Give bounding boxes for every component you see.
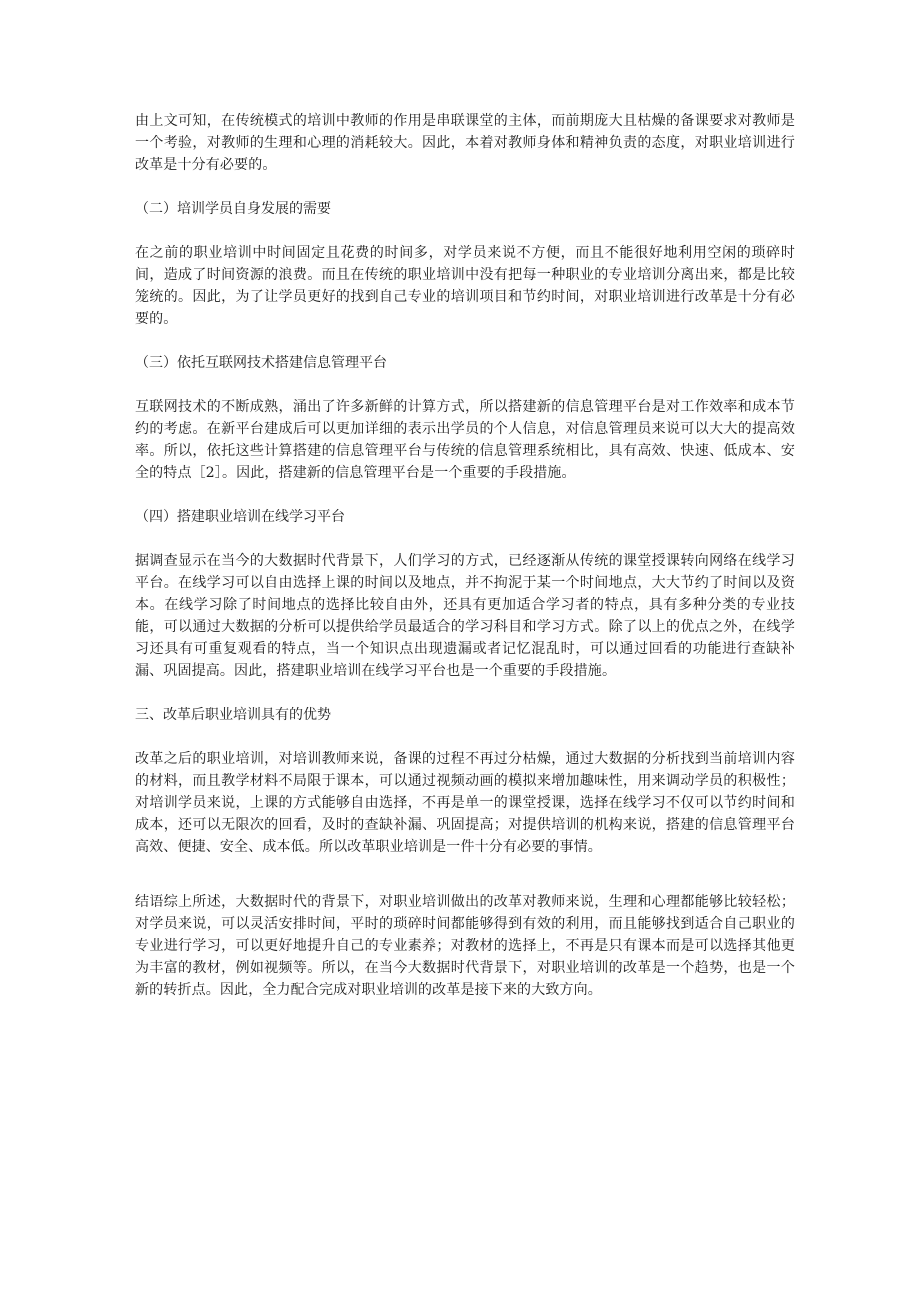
paragraph-info-platform: 互联网技术的不断成熟，涌出了许多新鲜的计算方式，所以搭建新的信息管理平台是对工作效率和成本节约的考虑。在新平台建成后可以更加详细的表示出学员的个人信息，对信息管理员来说可以大大的提高效率。所以，依托这些计算搭建的信息管理平台与传统的信息管理系统相比，具有高效、快速、低成本、安全的特点［2］。因此，搭建新的信息管理平台是一个重要的手段措施。: [135, 399, 795, 481]
spacer: [135, 528, 795, 550]
spacer: [135, 484, 795, 506]
section-heading-info-platform: （三）依托互联网技术搭建信息管理平台: [135, 355, 387, 371]
paragraph-advantages: 改革之后的职业培训，对培训教师来说，备课的过程不再过分枯燥，通过大数据的分析找到当前培训内容的材料，而且教学材料不局限于课本，可以通过视频动画的模拟来增加趣味性，用来调动学员的积极性；对培训学员来说，上课的方式能够自由选择，不再是单一的课堂授课，选择在线学习不仅可以节约时间和成本，还可以无限次的回看，及时的查缺补漏、巩固提高；对提供培训的机构来说，搭建的信息管理平台高效、便捷、安全、成本低。所以改革职业培训是一件十分有必要的事情。: [135, 751, 795, 855]
paragraph-online-learning: 据调查显示在当今的大数据时代背景下，人们学习的方式，已经逐渐从传统的课堂授课转向网络在线学习平台。在线学习可以自由选择上课的时间以及地点，并不拘泥于某一个时间地点，大大节约了时间以及资本。在线学习除了时间地点的选择比较自由外，还具有更加适合学习者的特点，具有多种分类的专业技能，可以通过大数据的分析可以提供给学员最适合的学习科目和学习方式。除了以上的优点之外，在线学习还具有可重复观看的特点，当一个知识点出现遗漏或者记忆混乱时，可以通过回看的功能进行查缺补漏、巩固提高。因此，搭建职业培训在线学习平台也是一个重要的手段措施。: [135, 553, 795, 679]
spacer: [135, 858, 795, 891]
paragraph-intro-conclusion: 由上文可知，在传统模式的培训中教师的作用是串联课堂的主体，而前期庞大且枯燥的备课要求对教师是一个考验，对教师的生理和心理的消耗较大。因此，本着对教师身体和精神负责的态度，对职业培训进行改革是十分有必要的。: [135, 113, 795, 173]
spacer: [135, 176, 795, 198]
spacer: [135, 374, 795, 396]
paragraph-conclusion: 结语综上所述，大数据时代的背景下，对职业培训做出的改革对教师来说，生理和心理都能够比较轻松；对学员来说，可以灵活安排时间，平时的琐碎时间都能够得到有效的利用，而且能够找到适合自己职业的专业进行学习，可以更好地提升自己的专业素养；对教材的选择上，不再是只有课本而是可以选择其他更为丰富的教材，例如视频等。所以，在当今大数据时代背景下，对职业培训的改革是一个趋势，也是一个新的转折点。因此，全力配合完成对职业培训的改革是接下来的大致方向。: [135, 894, 795, 998]
section-heading-trainee-development: （二）培训学员自身发展的需要: [135, 201, 331, 217]
spacer: [135, 330, 795, 352]
spacer: [135, 682, 795, 704]
spacer: [135, 726, 795, 748]
section-heading-advantages: 三、改革后职业培训具有的优势: [135, 707, 331, 723]
document-body: [135, 110, 795, 1001]
spacer: [135, 220, 795, 242]
section-heading-online-learning: （四）搭建职业培训在线学习平台: [135, 509, 345, 525]
paragraph-trainee-development: 在之前的职业培训中时间固定且花费的时间多，对学员来说不方便，而且不能很好地利用空闲的琐碎时间，造成了时间资源的浪费。而且在传统的职业培训中没有把每一种职业的专业培训分离出来，都是比较笼统的。因此，为了让学员更好的找到自己专业的培训项目和节约时间，对职业培训进行改革是十分有必要的。: [135, 245, 795, 327]
